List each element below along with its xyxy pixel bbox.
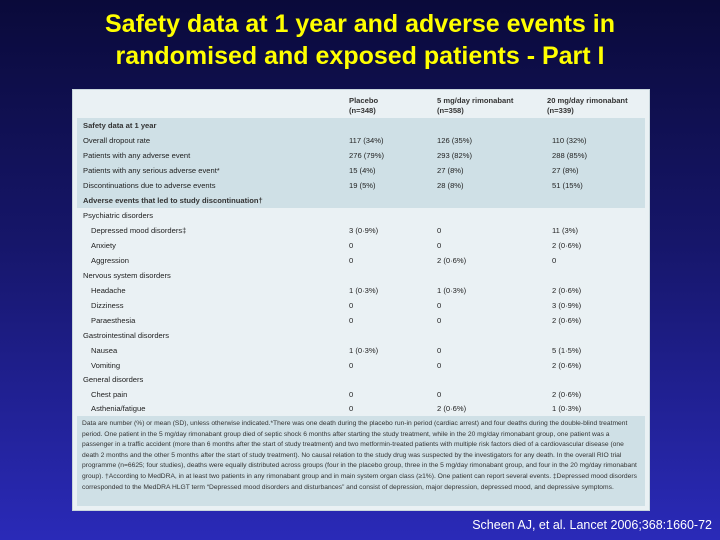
table-row — [77, 238, 645, 253]
cell-20mg: 27 (8%) — [552, 166, 579, 175]
group-row — [77, 268, 645, 283]
table-row — [77, 401, 645, 416]
row-label: Dizziness — [91, 301, 124, 310]
row-label: Paraesthesia — [91, 316, 136, 325]
row-label: Discontinuations due to adverse events — [83, 181, 216, 190]
group-row — [77, 328, 645, 343]
header-20mg-n: (n=339) — [547, 106, 574, 115]
group-label: Psychiatric disorders — [83, 211, 154, 220]
cell-placebo: 0 — [349, 404, 354, 413]
table-row — [77, 387, 645, 402]
cell-5mg: 0 — [437, 346, 442, 355]
table-row — [77, 148, 645, 163]
cell-20mg: 5 (1·5%) — [552, 346, 582, 355]
citation: Scheen AJ, et al. Lancet 2006;368:1660-72 — [472, 518, 712, 532]
cell-5mg: 0 — [437, 301, 442, 310]
section-label: Adverse events that led to study discontinuation† — [83, 196, 263, 205]
header-5mg-name: 5 mg/day rimonabant — [437, 96, 514, 105]
cell-20mg: 0 — [552, 256, 557, 265]
cell-placebo: 19 (5%) — [349, 181, 376, 190]
safety-table-panel — [72, 89, 650, 511]
cell-5mg: 126 (35%) — [437, 136, 473, 145]
section-label: Safety data at 1 year — [83, 121, 157, 130]
cell-20mg: 2 (0·6%) — [552, 361, 582, 370]
table-row — [77, 163, 645, 178]
cell-placebo: 0 — [349, 390, 354, 399]
row-label: Anxiety — [91, 241, 116, 250]
cell-placebo: 0 — [349, 361, 354, 370]
group-row — [77, 208, 645, 223]
row-label: Aggression — [91, 256, 129, 265]
title-line-1: Safety data at 1 year and adverse events in — [105, 10, 615, 38]
cell-5mg: 2 (0·6%) — [437, 256, 467, 265]
cell-placebo: 0 — [349, 256, 354, 265]
header-20mg — [547, 96, 628, 116]
title-line-2: randomised and exposed patients - Part I — [115, 42, 605, 70]
header-placebo — [349, 96, 378, 116]
row-label: Patients with any serious adverse event* — [83, 166, 220, 175]
table-row — [77, 298, 645, 313]
row-label: Patients with any adverse event — [83, 151, 191, 160]
cell-5mg: 1 (0·3%) — [437, 286, 467, 295]
cell-placebo: 15 (4%) — [349, 166, 376, 175]
group-row — [77, 372, 645, 387]
section-row-safety — [77, 118, 645, 133]
cell-20mg: 2 (0·6%) — [552, 286, 582, 295]
table-row — [77, 313, 645, 328]
row-label: Overall dropout rate — [83, 136, 151, 145]
cell-20mg: 51 (15%) — [552, 181, 583, 190]
cell-5mg: 0 — [437, 316, 442, 325]
cell-placebo: 3 (0·9%) — [349, 226, 379, 235]
header-placebo-name: Placebo — [349, 96, 379, 105]
group-label: General disorders — [83, 375, 144, 384]
table-row — [77, 253, 645, 268]
cell-5mg: 0 — [437, 241, 442, 250]
cell-5mg: 2 (0·6%) — [437, 404, 467, 413]
cell-placebo: 0 — [349, 241, 354, 250]
table-row — [77, 343, 645, 358]
table-row — [77, 133, 645, 148]
cell-20mg: 2 (0·6%) — [552, 241, 582, 250]
table-row — [77, 178, 645, 193]
header-20mg-name: 20 mg/day rimonabant — [547, 96, 628, 105]
row-label: Depressed mood disorders‡ — [91, 226, 187, 235]
table-footnote: Data are number (%) or mean (SD), unless otherwise indicated.*There was one death during the placebo run-in period (cardiac arrest) and four deaths during the double-blind treatment period. One patient in the 5 mg/day rimonabant group died of septic shock 6 months after starting the study treatment, while in the 20 mg/day rimonabant group, one patient was a passenger in a traffic accident (more than 6 months after the start of study treatment) and two metformin-treated patients with multiple risk factors died of a cardiovascular disease (one death 2 months and the other 5 months after the start of study treatment). No causal relation to the study drug was suspected by the investigators for any death. In the overall RIO trial programme (n=6625; four studies), deaths were equally distributed across groups (four in the placebo group, three in the 5 mg/day rimonabant group, and four in the 20 mg/day rimonabant group). †According to MedDRA, in at least two patients in any rimonabant group and in main system organ class (≥1%). One patient can report several events. ‡Depressed mood disorders corresponded to the MedDRA HLGT term “Depressed mood disorders and disturbances” and consist of depression, major depression, depressed mood, and depressive symptoms. — [77, 416, 645, 506]
cell-placebo: 0 — [349, 301, 354, 310]
cell-5mg: 0 — [437, 361, 442, 370]
row-label: Asthenia/fatigue — [91, 404, 146, 413]
header-5mg-n: (n=358) — [437, 106, 464, 115]
cell-placebo: 117 (34%) — [349, 136, 384, 145]
row-label: Chest pain — [91, 390, 128, 399]
group-label: Gastrointestinal disorders — [83, 331, 170, 340]
cell-20mg: 11 (3%) — [552, 226, 579, 235]
cell-20mg: 2 (0·6%) — [552, 390, 582, 399]
table-row — [77, 358, 645, 373]
section-row-discontinuation — [77, 193, 645, 208]
table-row — [77, 283, 645, 298]
cell-placebo: 276 (79%) — [349, 151, 385, 160]
cell-placebo: 1 (0·3%) — [349, 286, 379, 295]
row-label: Headache — [91, 286, 126, 295]
cell-20mg: 2 (0·6%) — [552, 316, 582, 325]
header-5mg — [437, 96, 513, 116]
cell-20mg: 288 (85%) — [552, 151, 588, 160]
cell-20mg: 110 (32%) — [552, 136, 587, 145]
row-label: Vomiting — [91, 361, 121, 370]
cell-20mg: 3 (0·9%) — [552, 301, 582, 310]
cell-placebo: 1 (0·3%) — [349, 346, 379, 355]
row-label: Nausea — [91, 346, 118, 355]
cell-5mg: 27 (8%) — [437, 166, 464, 175]
table-row — [77, 223, 645, 238]
group-label: Nervous system disorders — [83, 271, 171, 280]
cell-placebo: 0 — [349, 316, 354, 325]
header-placebo-n: (n=348) — [349, 106, 376, 115]
slide-title — [0, 8, 720, 72]
cell-5mg: 293 (82%) — [437, 151, 473, 160]
cell-20mg: 1 (0·3%) — [552, 404, 582, 413]
cell-5mg: 28 (8%) — [437, 181, 464, 190]
cell-5mg: 0 — [437, 226, 442, 235]
cell-5mg: 0 — [437, 390, 442, 399]
